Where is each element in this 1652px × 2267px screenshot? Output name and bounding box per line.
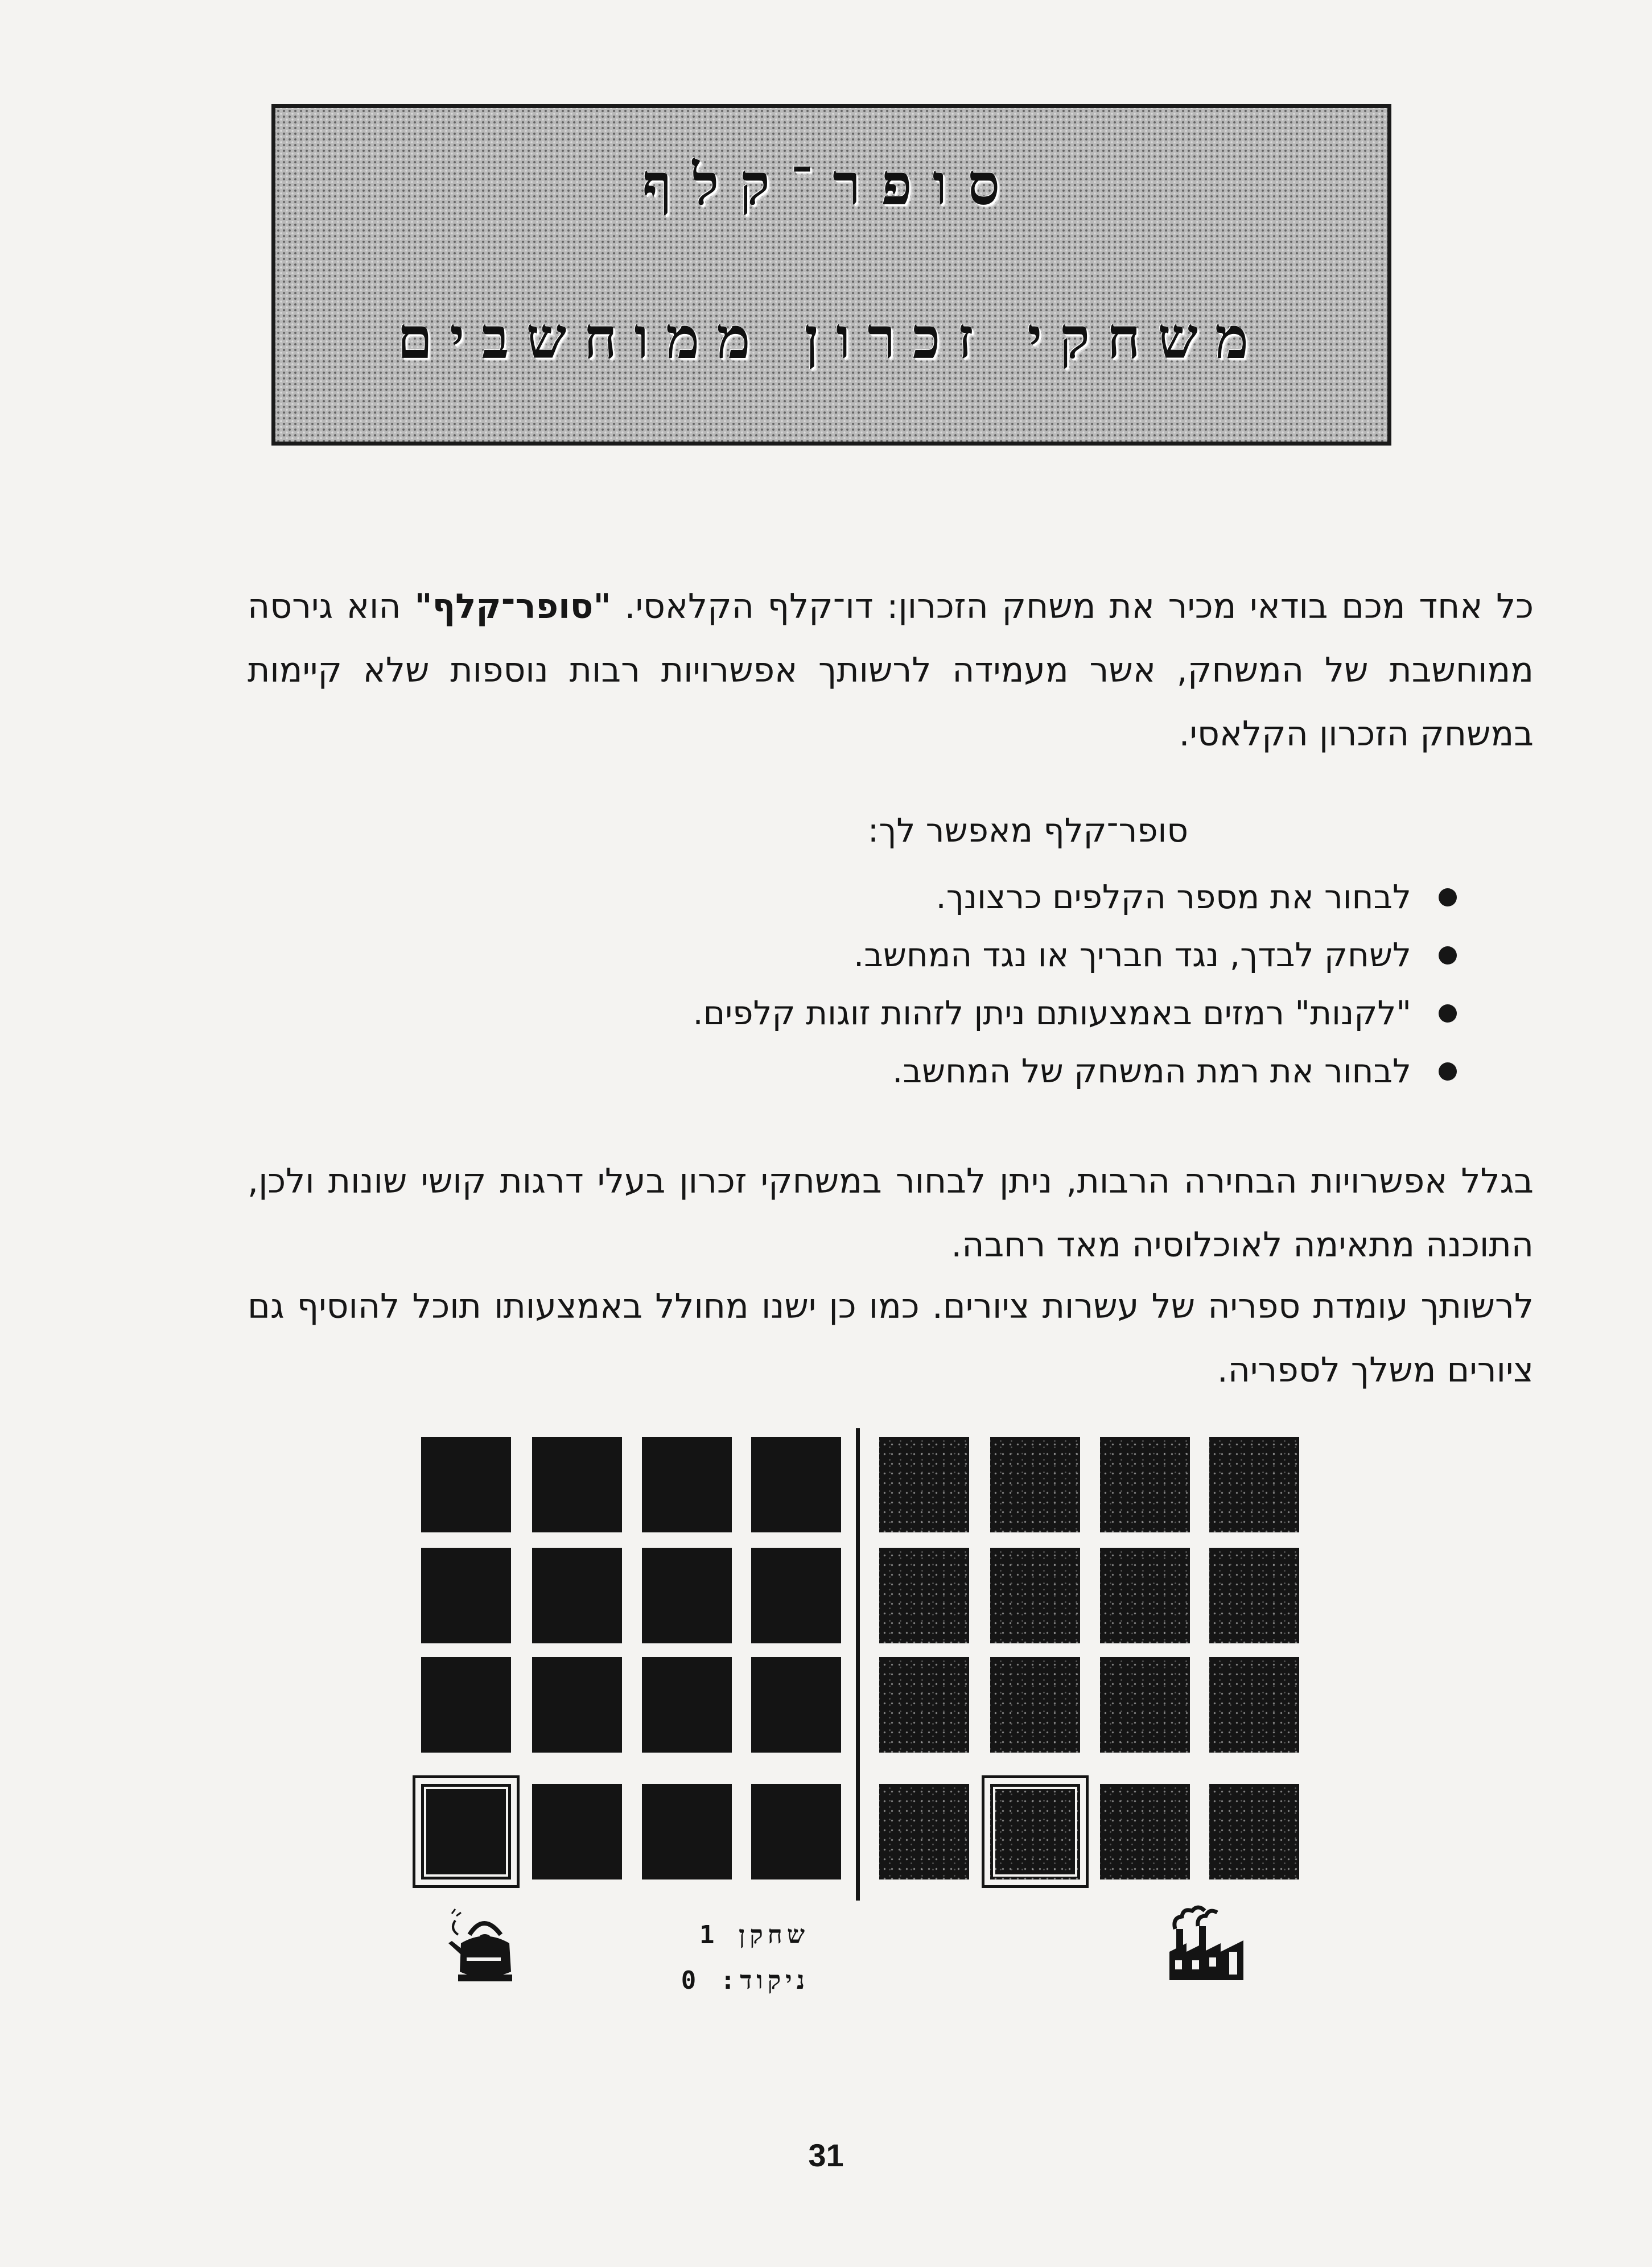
right-board-card [879, 1784, 969, 1879]
intro-text-start: כל אחד מכם בודאי מכיר את משחק הזכרון: דו־קלף הקלאסי. [611, 587, 1534, 626]
right-board-card [990, 1784, 1080, 1879]
difficulty-paragraph: בגלל אפשרויות הבחירה הרבות, ניתן לבחור במשחקי זכרון בעלי דרגות קושי שונות ולכן, התוכנה מתאימה לאוכלוסיה מאד רחבה. [248, 1161, 1534, 1265]
bullet-icon [1439, 1062, 1457, 1081]
right-board-card [990, 1548, 1080, 1643]
list-item [693, 926, 1444, 984]
right-board-card [879, 1437, 969, 1532]
left-board-card [532, 1548, 622, 1643]
left-board-card [642, 1657, 732, 1753]
board-divider [856, 1428, 860, 1901]
left-board-card [642, 1548, 732, 1643]
left-board-card [751, 1548, 841, 1643]
feature-text: לשחק לבדך, נגד חבריך או נגד המחשב. [853, 935, 1411, 974]
left-board-card [421, 1548, 511, 1643]
factory-icon [1164, 1895, 1255, 1986]
feature-text: לבחור את רמת המשחק של המחשב. [892, 1052, 1411, 1090]
title-main: סופר־קלף [642, 151, 1021, 218]
intro-paragraph [248, 575, 1534, 766]
list-item [693, 868, 1444, 926]
bullet-icon [1439, 1004, 1457, 1023]
right-board-card [990, 1657, 1080, 1753]
left-board-card [532, 1657, 622, 1753]
page-number: 31 [808, 2137, 844, 2173]
left-board-card [642, 1784, 732, 1879]
right-board-card [1209, 1657, 1299, 1753]
score-label: ניקוד: 0 [681, 1966, 809, 1995]
title-box [271, 104, 1391, 446]
left-board-card [751, 1784, 841, 1879]
title-subtitle: משחקי זכרון ממוחשבים [397, 304, 1266, 372]
game-screenshot [415, 1428, 1280, 2020]
left-board-card [532, 1437, 622, 1532]
left-board-card [751, 1437, 841, 1532]
bullet-icon [1439, 946, 1457, 964]
features-lead: סופר־קלף מאפשר לך: [867, 811, 1188, 850]
left-board-card [751, 1657, 841, 1753]
right-board-card [990, 1437, 1080, 1532]
features-list [693, 868, 1444, 1100]
right-board-card [1100, 1657, 1190, 1753]
right-board-card [1209, 1784, 1299, 1879]
right-board-card [1100, 1548, 1190, 1643]
left-board-card [532, 1784, 622, 1879]
left-board-card [642, 1437, 732, 1532]
list-item [693, 984, 1444, 1042]
list-item [693, 1042, 1444, 1100]
feature-text: "לקנות" רמזים באמצעותם ניתן לזהות זוגות קלפים. [693, 994, 1411, 1032]
intro-product-name: "סופר־קלף" [414, 587, 611, 626]
right-board-card [1209, 1548, 1299, 1643]
right-board-card [1100, 1784, 1190, 1879]
right-board-card [879, 1657, 969, 1753]
left-board-card [421, 1784, 511, 1879]
right-board-card [879, 1548, 969, 1643]
bullet-icon [1439, 888, 1457, 906]
feature-text: לבחור את מספר הקלפים כרצונך. [936, 877, 1411, 916]
player-label: שחקן 1 [699, 1920, 809, 1949]
kettle-icon [444, 1903, 524, 1989]
right-board-card [1209, 1437, 1299, 1532]
right-board-card [1100, 1437, 1190, 1532]
left-board-card [421, 1657, 511, 1753]
intro-text-end: הוא גירסה ממוחשבת של המשחק, אשר מעמידה לרשותך אפשרויות רבות נוספות שלא קיימות במשחק הזכרון הקלאסי. [248, 587, 1534, 754]
left-board-card [421, 1437, 511, 1532]
library-paragraph: לרשותך עומדת ספריה של עשרות ציורים. כמו כן ישנו מחולל באמצעותו תוכל להוסיף גם ציורים משלך לספריה. [248, 1287, 1534, 1390]
